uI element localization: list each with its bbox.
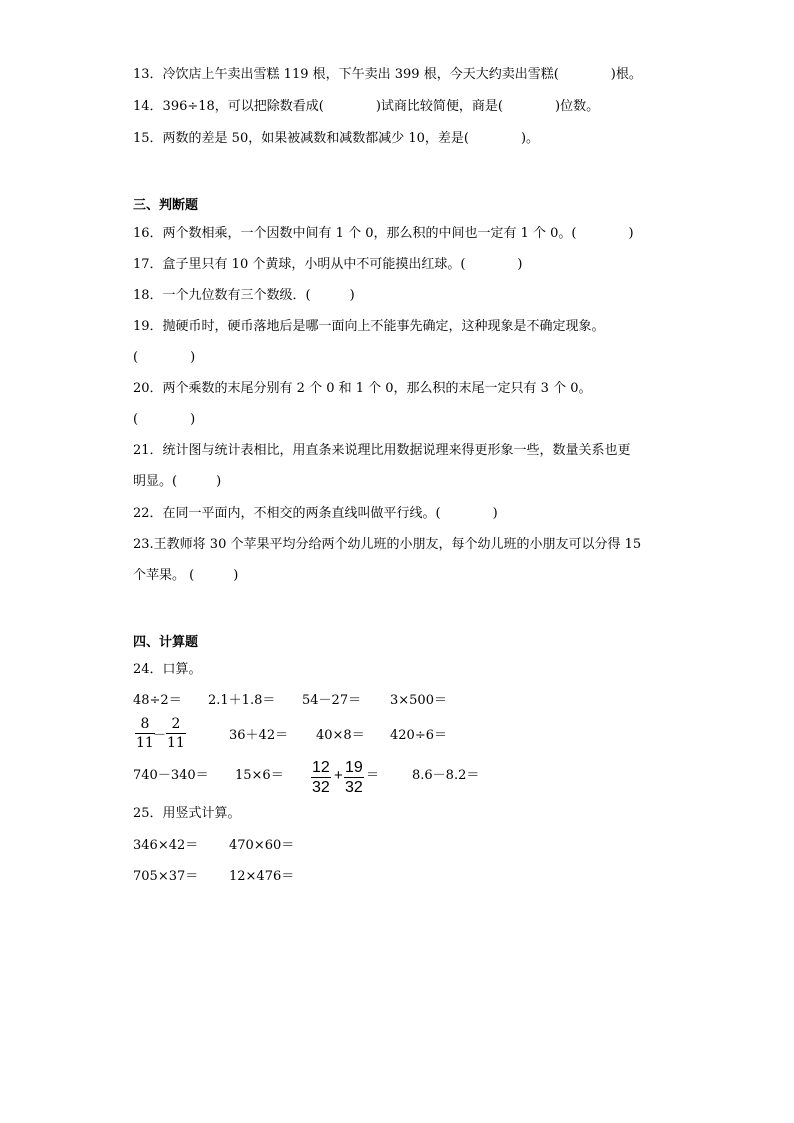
fraction-bar (166, 733, 186, 734)
question-14: 14．396÷18，可以把除数看成( )试商比较简便，商是( )位数。 (133, 99, 600, 114)
question-17: 17．盒子里只有 10 个黄球，小明从中不可能摸出红球。( ) (133, 257, 523, 272)
oral-calc-item: 740－340＝ (133, 768, 209, 783)
question-16: 16．两个数相乘，一个因数中间有 1 个 0，那么积的中间也一定有 1 个 0。( ) (133, 226, 634, 241)
section-heading-judge: 三、判断题 (133, 198, 199, 213)
oral-calc-item: 420÷6＝ (390, 728, 447, 743)
oral-calc-item: 48÷2＝ (133, 693, 182, 708)
question-20-answer-blank: ( ) (133, 412, 196, 427)
question-13: 13．冷饮店上午卖出雪糕 119 根，下午卖出 399 根，今天大约卖出雪糕( )根。 (133, 67, 642, 82)
fraction-19-32 (344, 759, 364, 796)
vertical-calc-item: 470×60＝ (229, 838, 295, 853)
question-23: 23.王教师将 30 个苹果平均分给两个幼儿班的小朋友，每个幼儿班的小朋友可以分得 15 (133, 537, 642, 552)
fraction-denominator: 32 (345, 779, 363, 796)
fraction-denominator: 11 (136, 735, 154, 751)
question-21-continuation: 明显。( ) (133, 474, 222, 489)
vertical-calc-item: 346×42＝ (133, 838, 199, 853)
vertical-calc-item: 12×476＝ (229, 869, 295, 884)
oral-calc-item: 15×6＝ (235, 768, 284, 783)
oral-calc-item: 8.6－8.2＝ (412, 768, 480, 783)
vertical-calc-item: 705×37＝ (133, 869, 199, 884)
question-23-continuation: 个苹果。 ( ) (133, 568, 239, 583)
oral-calc-item: 36＋42＝ (229, 728, 289, 743)
equals-sign: ＝ (366, 768, 380, 783)
question-18: 18．一个九位数有三个数级．( ) (133, 288, 355, 303)
question-19-answer-blank: ( ) (133, 350, 196, 365)
minus-operator: － (153, 728, 167, 743)
question-22: 22．在同一平面内，不相交的两条直线叫做平行线。( ) (133, 506, 498, 521)
fraction-12-32 (311, 759, 331, 796)
fraction-bar (311, 777, 331, 778)
question-21: 21．统计图与统计表相比，用直条来说理比用数据说理来得更形象一些，数量关系也更 (133, 443, 631, 458)
fraction-numerator: 12 (312, 759, 330, 776)
fraction-denominator: 32 (312, 779, 330, 796)
fraction-bar (135, 733, 155, 734)
fraction-bar (344, 777, 364, 778)
section-heading-calc: 四、计算题 (133, 635, 199, 650)
plus-operator: + (334, 767, 343, 784)
fraction-2-11 (166, 716, 186, 751)
fraction-numerator: 2 (171, 716, 181, 732)
fraction-8-11 (135, 716, 155, 751)
fraction-numerator: 19 (345, 759, 363, 776)
question-24-title: 24．口算。 (133, 662, 202, 677)
fraction-numerator: 8 (140, 716, 150, 732)
oral-calc-item: 2.1＋1.8＝ (208, 693, 276, 708)
fraction-denominator: 11 (167, 735, 185, 751)
question-19: 19．抛硬币时，硬币落地后是哪一面向上不能事先确定，这种现象是不确定现象。 (133, 319, 605, 334)
oral-calc-item: 40×8＝ (316, 728, 365, 743)
oral-calc-item: 3×500＝ (390, 693, 447, 708)
question-25-title: 25．用竖式计算。 (133, 806, 241, 821)
oral-calc-item: 54－27＝ (302, 693, 362, 708)
question-15: 15．两数的差是 50，如果被减数和减数都减少 10，差是( )。 (133, 131, 540, 146)
question-20: 20．两个乘数的末尾分别有 2 个 0 和 1 个 0，那么积的末尾一定只有 3 个 0。 (133, 381, 592, 396)
